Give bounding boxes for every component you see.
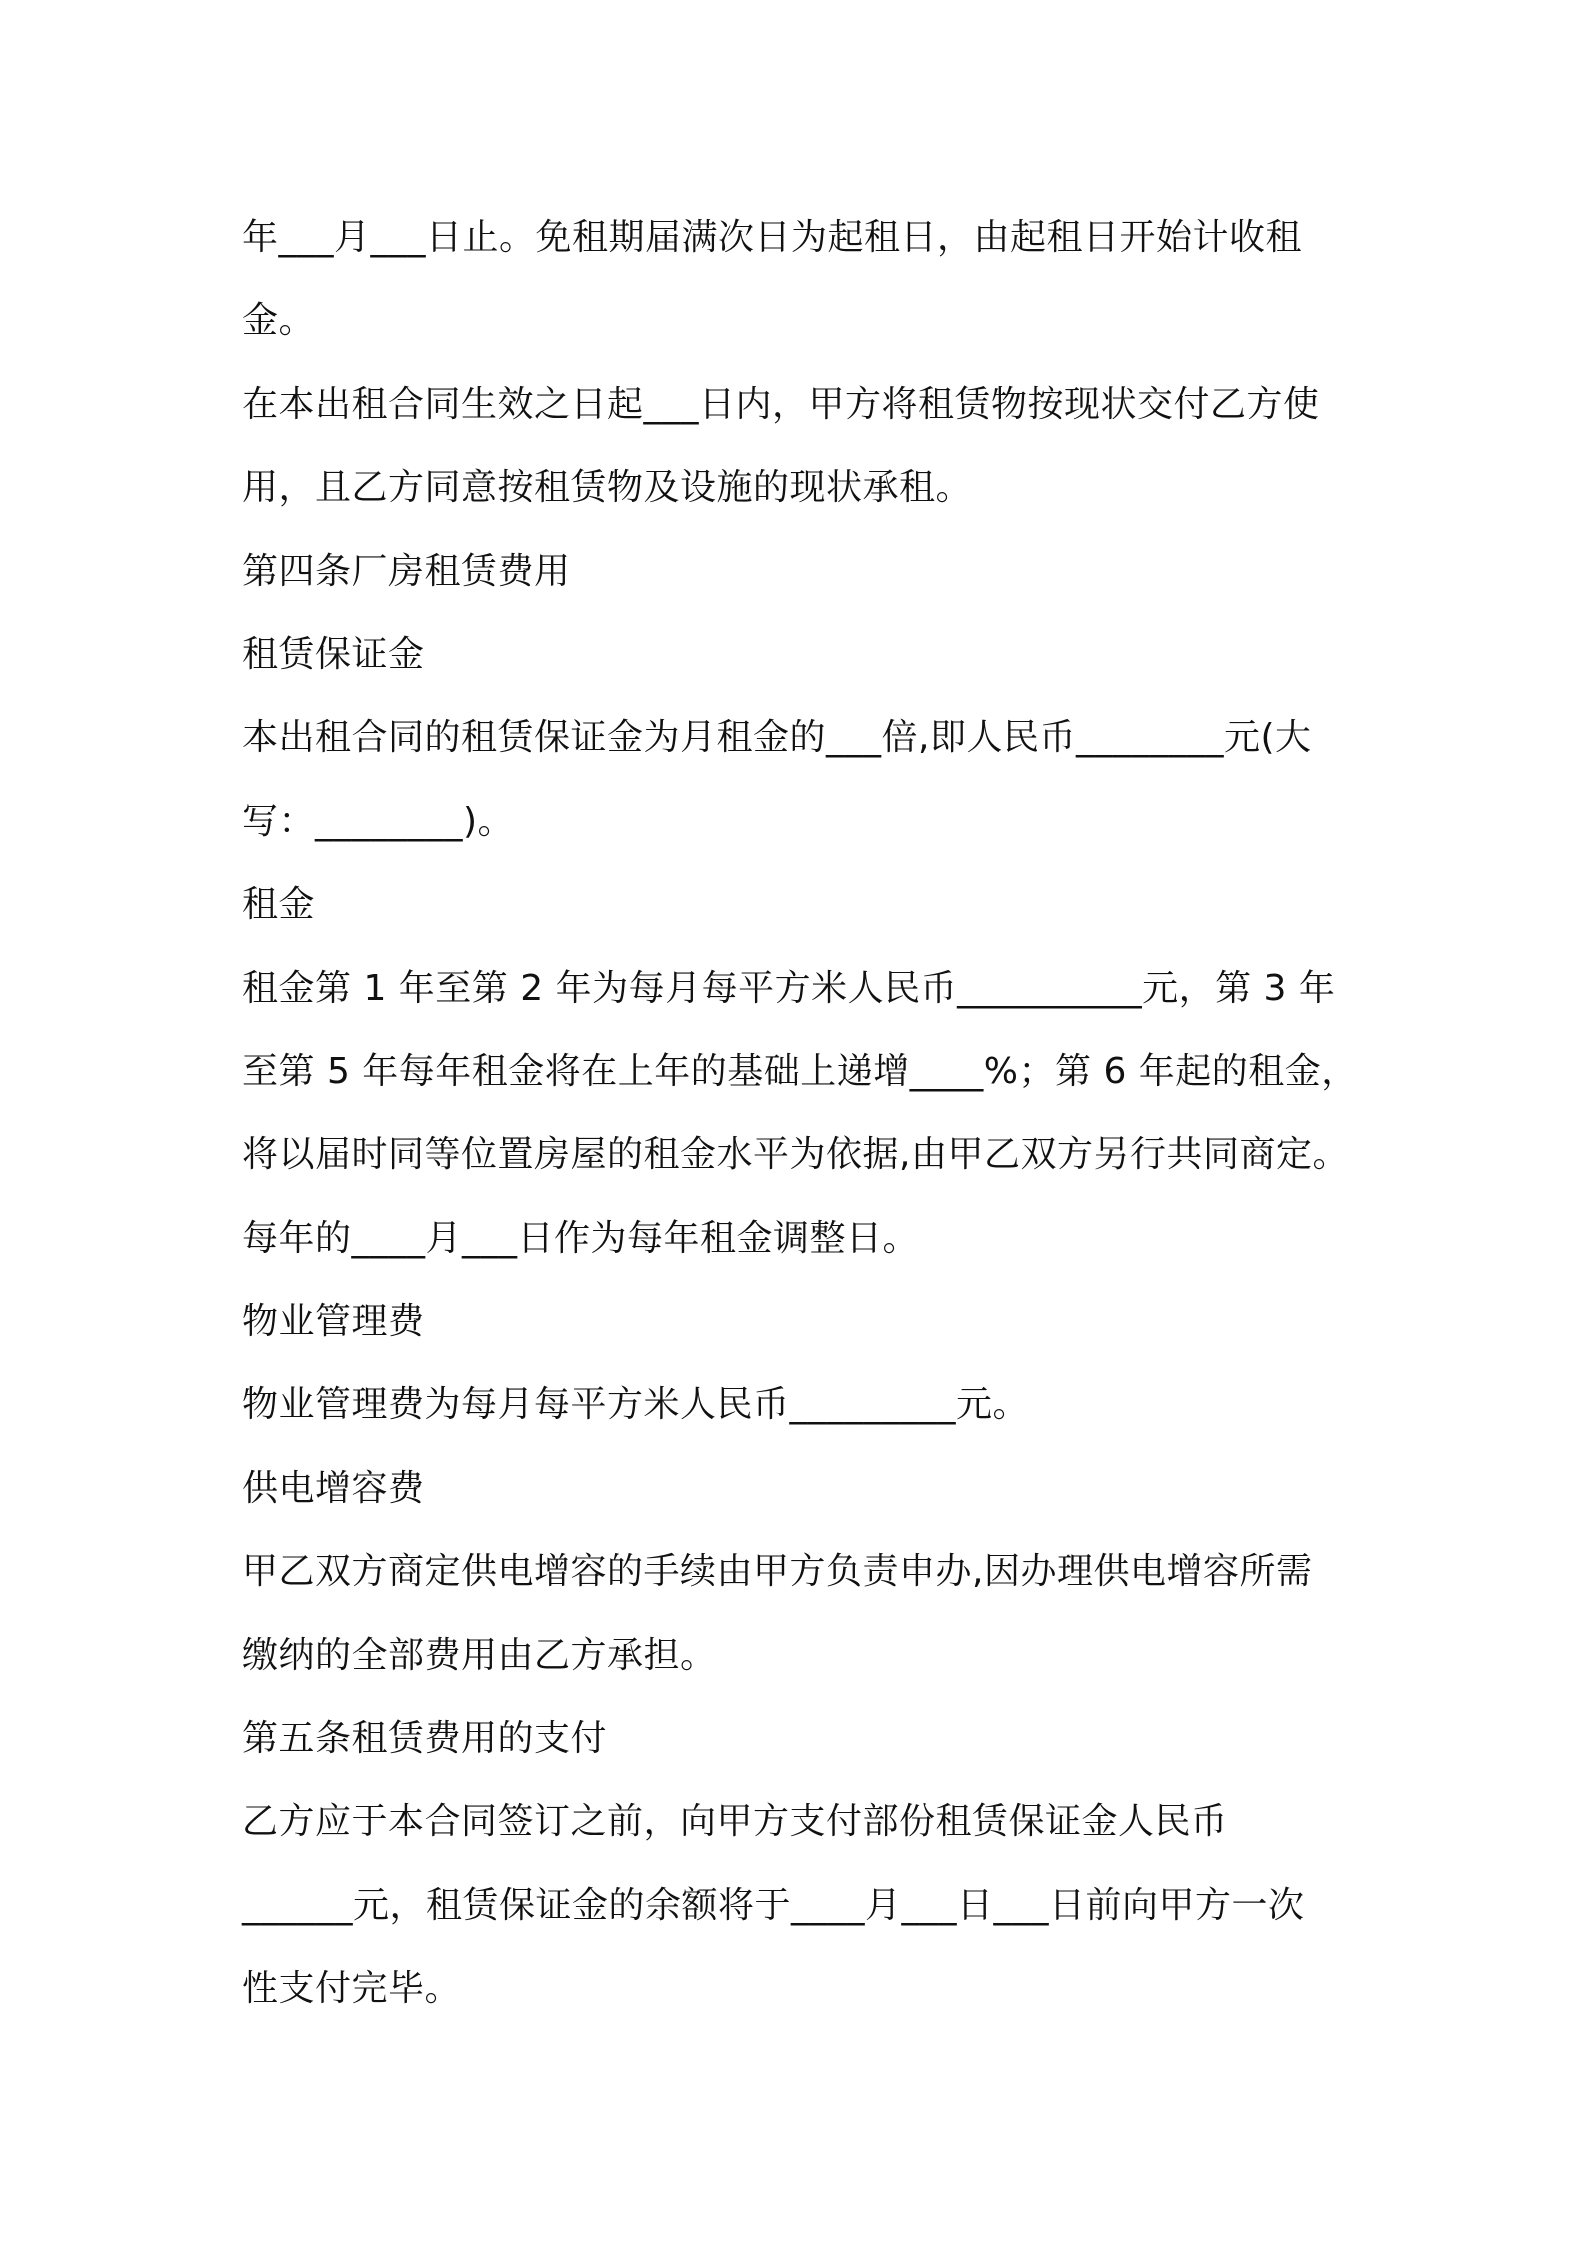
- subsection-heading: 租金: [242, 884, 316, 926]
- text-line: 用，且乙方同意按租赁物及设施的现状承租。: [242, 467, 973, 509]
- text-line: 在本出租合同生效之日起___日内，甲方将租赁物按现状交付乙方使: [242, 383, 1320, 425]
- text-line: 每年的____月___日作为每年租金调整日。: [242, 1217, 920, 1259]
- text-line: 缴纳的全部费用由乙方承担。: [242, 1634, 717, 1676]
- text-line: 性支付完毕。: [242, 1968, 462, 2010]
- section-heading: 第四条厂房租赁费用: [242, 550, 571, 592]
- text-line: 写：________)。: [242, 800, 515, 842]
- text-line: 本出租合同的租赁保证金为月租金的___倍,即人民币________元(大: [242, 717, 1312, 759]
- subsection-heading: 租赁保证金: [242, 633, 425, 675]
- subsection-heading: 供电增容费: [242, 1467, 425, 1509]
- section-heading: 第五条租赁费用的支付: [242, 1718, 608, 1760]
- document-body: [242, 196, 1382, 2031]
- text-line: 金。: [242, 300, 316, 342]
- text-line: 租金第 1 年至第 2 年为每月每平方米人民币__________元，第 3 年: [242, 967, 1336, 1009]
- text-line: 至第 5 年每年租金将在上年的基础上递增____%；第 6 年起的租金，: [242, 1050, 1358, 1092]
- text-line: 将以届时同等位置房屋的租金水平为依据,由甲乙双方另行共同商定。: [242, 1134, 1349, 1176]
- subsection-heading: 物业管理费: [242, 1301, 425, 1343]
- text-line: 物业管理费为每月每平方米人民币_________元。: [242, 1384, 1030, 1426]
- text-line: 乙方应于本合同签订之前，向甲方支付部份租赁保证金人民币: [242, 1801, 1228, 1843]
- text-line: ______元，租赁保证金的余额将于____月___日___日前向甲方一次: [242, 1884, 1305, 1926]
- text-line: 甲乙双方商定供电增容的手续由甲方负责申办,因办理供电增容所需: [242, 1551, 1313, 1593]
- text-line: 年___月___日止。免租期届满次日为起租日，由起租日开始计收租: [242, 217, 1303, 258]
